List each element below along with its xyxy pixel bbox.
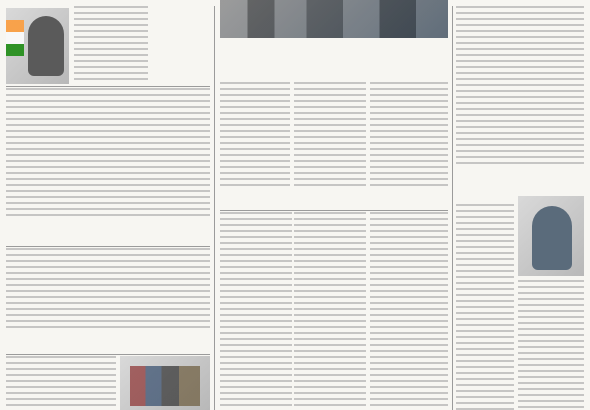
mid-center-text-2 (294, 212, 366, 410)
left-bottom-photo (120, 356, 210, 410)
flag-icon (6, 20, 24, 56)
left-bottom-text-1 (6, 356, 116, 410)
rule-left-top (6, 86, 210, 87)
portrait-photo-left (6, 8, 69, 84)
center-text-col-3 (370, 82, 448, 190)
crowd-photo-strip (220, 0, 448, 38)
person-silhouette (28, 16, 64, 76)
right-portrait-photo (518, 196, 584, 276)
right-text-col-2 (518, 280, 584, 410)
center-text-col-2 (294, 82, 366, 190)
mid-center-headline (220, 188, 378, 210)
divider-left (214, 6, 215, 410)
rule-left-bottom (6, 354, 210, 355)
left-body-text-1 (6, 88, 210, 218)
top-center-photo (220, 0, 448, 38)
left-headline-3 (6, 330, 210, 352)
left-body-text-2 (6, 248, 210, 328)
left-headline-2 (6, 222, 210, 244)
right-text-col-1 (456, 204, 514, 410)
top-center-headline (220, 40, 448, 80)
rule-center-mid (220, 210, 448, 211)
right-portrait-silhouette (532, 206, 572, 270)
mid-center-text-1 (220, 212, 292, 410)
left-top-text-block (74, 6, 148, 84)
bottom-photo-people (130, 366, 200, 406)
right-top-text (456, 6, 584, 166)
mid-center-text-3 (370, 212, 448, 410)
center-text-col-1 (220, 82, 290, 190)
rule-left-mid (6, 246, 210, 247)
